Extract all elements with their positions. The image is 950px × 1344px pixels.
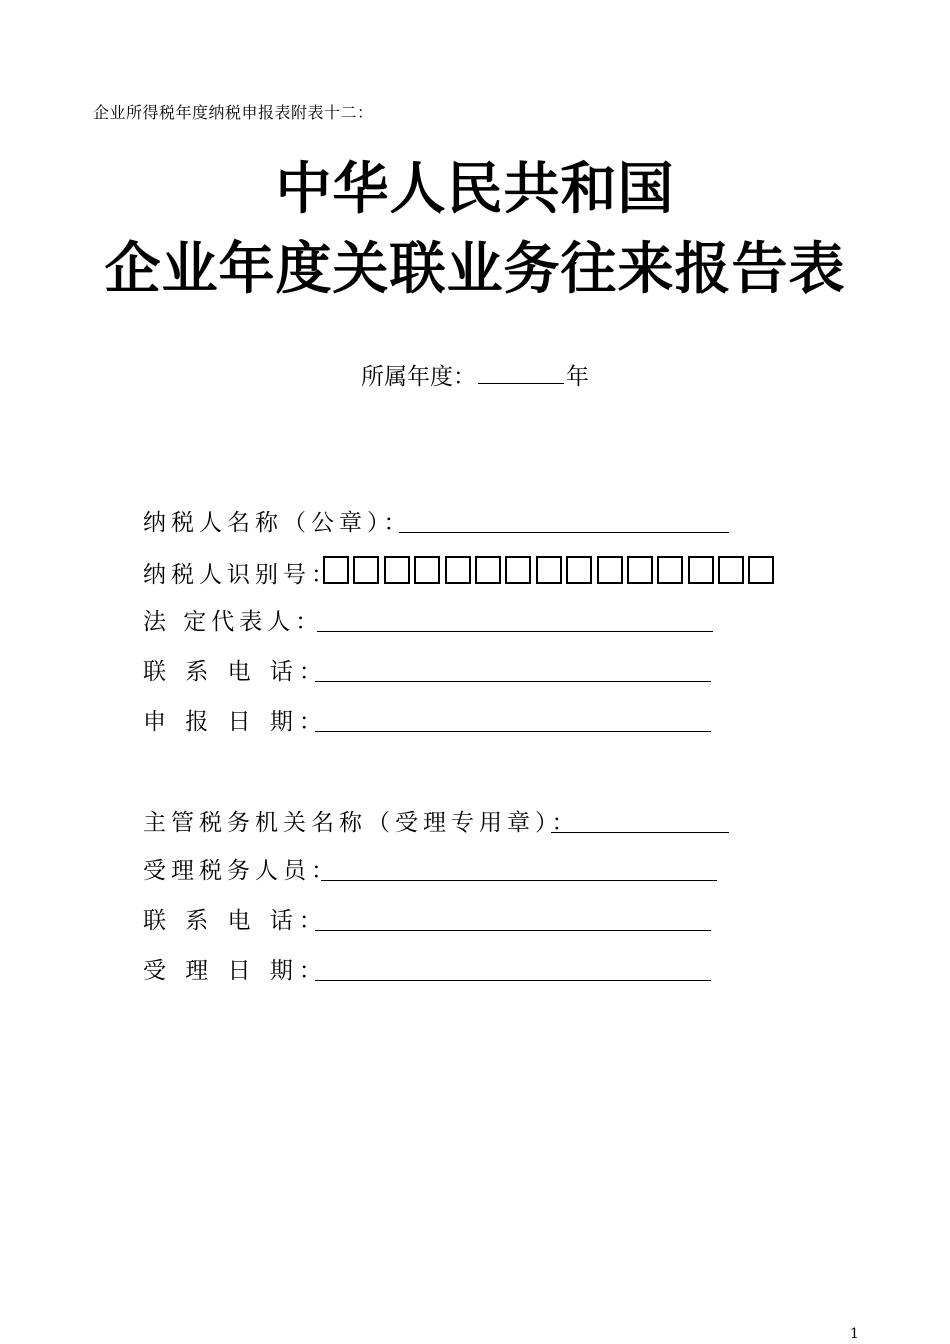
taxpayer-phone-label: 联 系 电 话： [143,659,328,685]
page-number: 1 [850,1326,859,1342]
report-date-label: 申 报 日 期： [143,709,328,735]
taxpayer-id-digit-box[interactable] [536,556,562,584]
accepting-officer-row [143,856,339,886]
legal-representative-row [143,607,323,637]
taxpayer-id-label: 纳税人识别号： [143,562,339,588]
title-line-country: 中华人民共和国 [275,157,675,222]
taxpayer-id-boxes [323,556,779,584]
fiscal-year-input[interactable] [478,359,564,384]
authority-phone-label: 联 系 电 话： [143,908,328,934]
taxpayer-id-row [143,560,339,590]
taxpayer-phone-row [143,657,328,687]
fiscal-year-suffix: 年 [566,364,589,390]
accepting-officer-label: 受理税务人员： [143,858,339,884]
taxpayer-id-digit-box[interactable] [627,556,653,584]
authority-phone-row [143,906,328,936]
report-date-row [143,707,328,737]
taxpayer-phone-input[interactable] [315,681,711,682]
tax-authority-label: 主管税务机关名称（受理专用章）： [143,810,580,836]
tax-authority-row [143,808,580,838]
taxpayer-id-digit-box[interactable] [384,556,410,584]
taxpayer-id-digit-box[interactable] [748,556,774,584]
taxpayer-id-digit-box[interactable] [475,556,501,584]
accepting-officer-input[interactable] [321,880,717,881]
legal-representative-input[interactable] [317,631,713,632]
taxpayer-id-digit-box[interactable] [566,556,592,584]
taxpayer-id-digit-box[interactable] [445,556,471,584]
acceptance-date-row [143,956,328,986]
taxpayer-id-digit-box[interactable] [353,556,379,584]
taxpayer-id-digit-box[interactable] [657,556,683,584]
taxpayer-name-input[interactable] [399,532,729,533]
taxpayer-id-digit-box[interactable] [718,556,744,584]
fiscal-year-label: 所属年度： [361,364,476,390]
taxpayer-id-digit-box[interactable] [688,556,714,584]
legal-representative-label: 法 定代表人： [143,609,324,635]
report-date-input[interactable] [315,731,711,732]
tax-authority-input[interactable] [551,832,729,833]
form-attachment-note: 企业所得税年度纳税申报表附表十二： [93,103,374,122]
taxpayer-id-digit-box[interactable] [505,556,531,584]
taxpayer-name-row [143,508,412,538]
acceptance-date-label: 受 理 日 期： [143,958,328,984]
acceptance-date-input[interactable] [315,980,711,981]
fiscal-year-row [0,358,950,391]
title-line-report: 企业年度关联业务往来报告表 [104,237,846,302]
taxpayer-id-digit-box[interactable] [323,556,349,584]
document-title [0,150,950,310]
authority-phone-input[interactable] [315,930,711,931]
taxpayer-name-label: 纳税人名称（公章）： [143,510,412,536]
taxpayer-id-digit-box[interactable] [414,556,440,584]
taxpayer-id-digit-box[interactable] [597,556,623,584]
